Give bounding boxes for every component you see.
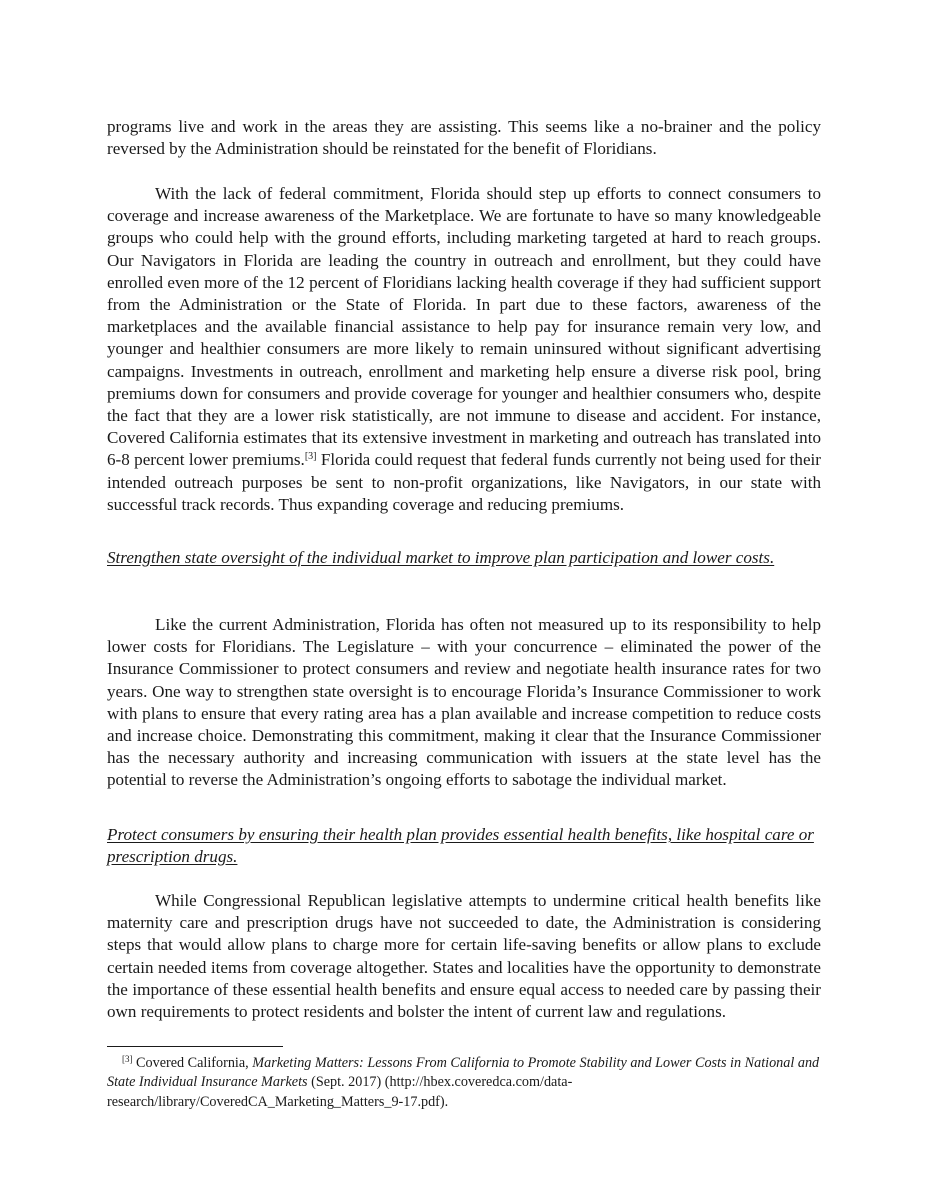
section-heading-state-oversight: Strengthen state oversight of the individual market to improve plan participation and lower costs. [107,548,775,567]
footnote-marker: [3] [122,1054,133,1064]
footnote-citation: (Sept. 2017) (http://hbex.coveredca.com/data-research/library/CoveredCA_Marketing_Matters_9-17.pdf). [107,1074,573,1110]
paragraph-state-oversight: Like the current Administration, Florida has often not measured up to its responsibility to help lower costs for Floridians. The Legislature – with your concurrence – eliminated the power of the Insurance Commissioner to protect consumers and review and negotiate health insurance rates for two years. One way to strengthen state oversight is to encourage Florida’s Insurance Commissioner to work with plans to ensure that every rating area has a plan available and increase competition to reduce costs and increase choice. Demonstrating this commitment, making it clear that the Insurance Commissioner has the necessary authority and increasing communication with issuers at the state level has the potential to reverse the Administration’s ongoing efforts to sabotage the individual market. [107,615,821,790]
paragraph-outreach [107,183,821,516]
paragraph-outreach-text: With the lack of federal commitment, Florida should step up efforts to connect consumers to coverage and increase awareness of the Marketplace. We are fortunate to have so many knowledgeable groups who could help with the ground efforts, including marketing targeted at hard to reach groups. Our Navigators in Florida are leading the country in outreach and enrollment, but they could have enrolled even more of the 12 percent of Floridians lacking health coverage if they had sufficient support from the Administration or the State of Florida. In part due to these factors, awareness of the marketplaces and the available financial assistance to help pay for insurance remain very low, and younger and healthier consumers are more likely to remain uninsured without significant advertising campaigns. Investments in outreach, enrollment and marketing help ensure a diverse risk pool, bring premiums down for consumers and provide coverage for younger and healthier consumers who, despite the fact that they are a lower risk statistically, are not immune to disease and accident. For instance, Covered California estimates that its extensive investment in marketing and outreach has translated into 6-8 percent lower premiums. [107,184,821,470]
footnote-title: Marketing Matters: Lessons From California to Promote Stability and Lower Costs in National and State Individual Insurance Markets [107,1055,820,1091]
section-heading-essential-benefits: Protect consumers by ensuring their health plan provides essential health benefits, like hospital care or prescription drugs. [107,825,814,867]
footnote-reference[interactable]: [3] [304,451,317,463]
paragraph-navigators-policy: programs live and work in the areas they are assisting. This seems like a no-brainer and the policy reversed by the Administration should be reinstated for the benefit of Floridians. [107,117,821,159]
paragraph-outreach-text-continued: Florida could request that federal funds currently not being used for their intended outreach purposes be sent to non-profit organizations, like Navigators, in our state with successful track records. Thus expanding coverage and reducing premiums. [107,450,821,514]
paragraph-essential-benefits: While Congressional Republican legislative attempts to undermine critical health benefits like maternity care and prescription drugs have not succeeded to date, the Administration is considering steps that would allow plans to charge more for certain life-saving benefits or allow plans to exclude certain needed items from coverage altogether. States and localities have the opportunity to demonstrate the importance of these essential health benefits and ensure equal access to needed care by passing their own requirements to protect residents and bolster the intent of current law and regulations. [107,891,821,1022]
footnote [107,1054,821,1112]
footnote-author: Covered California, [132,1055,253,1071]
footnote-separator [107,1046,283,1047]
